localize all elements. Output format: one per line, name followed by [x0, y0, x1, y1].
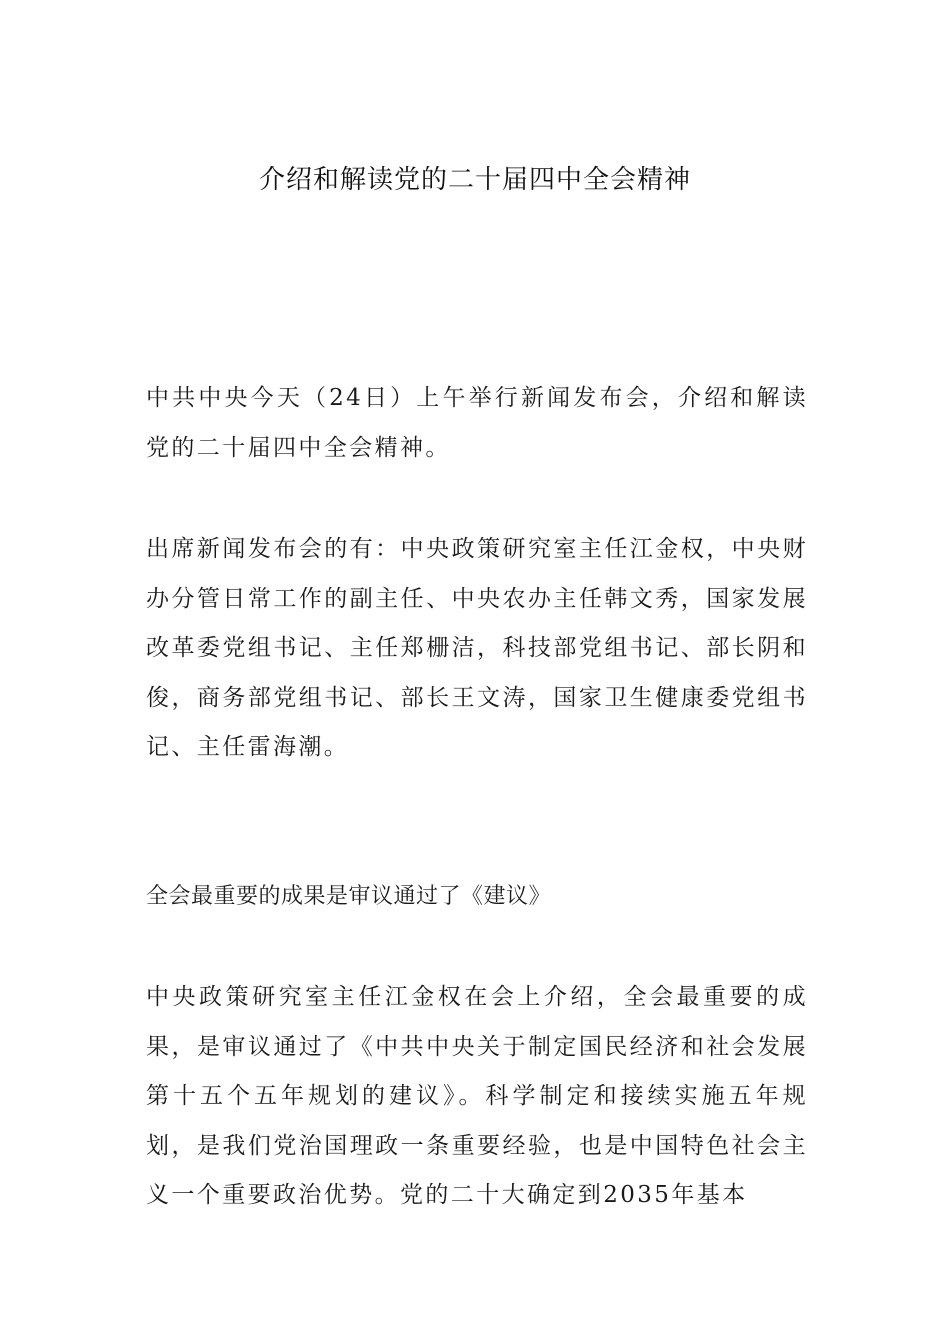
section-heading: 全会最重要的成果是审议通过了《建议》: [146, 884, 552, 909]
intro-paragraph: 中共中央今天（24日）上午举行新闻发布会，介绍和解读党的二十届四中全会精神。: [146, 385, 808, 461]
document-title: 介绍和解读党的二十届四中全会精神: [258, 165, 691, 195]
section-paragraph: 中央政策研究室主任江金权在会上介绍，全会最重要的成果，是审议通过了《中共中央关于制定国民经济和社会发展第十五个五年规划的建议》。科学制定和接续实施五年规划，是我们党治国理政一条重要经验，也是中国特色社会主义一个重要政治优势。党的二十大确定到2035年基本: [146, 984, 808, 1208]
attendees-paragraph: 出席新闻发布会的有：中央政策研究室主任江金权，中央财办分管日常工作的副主任、中央农办主任韩文秀，国家发展改革委党组书记、主任郑栅洁，科技部党组书记、部长阴和俊，商务部党组书记、部长王文涛，国家卫生健康委党组书记、主任雷海潮。: [146, 536, 808, 760]
